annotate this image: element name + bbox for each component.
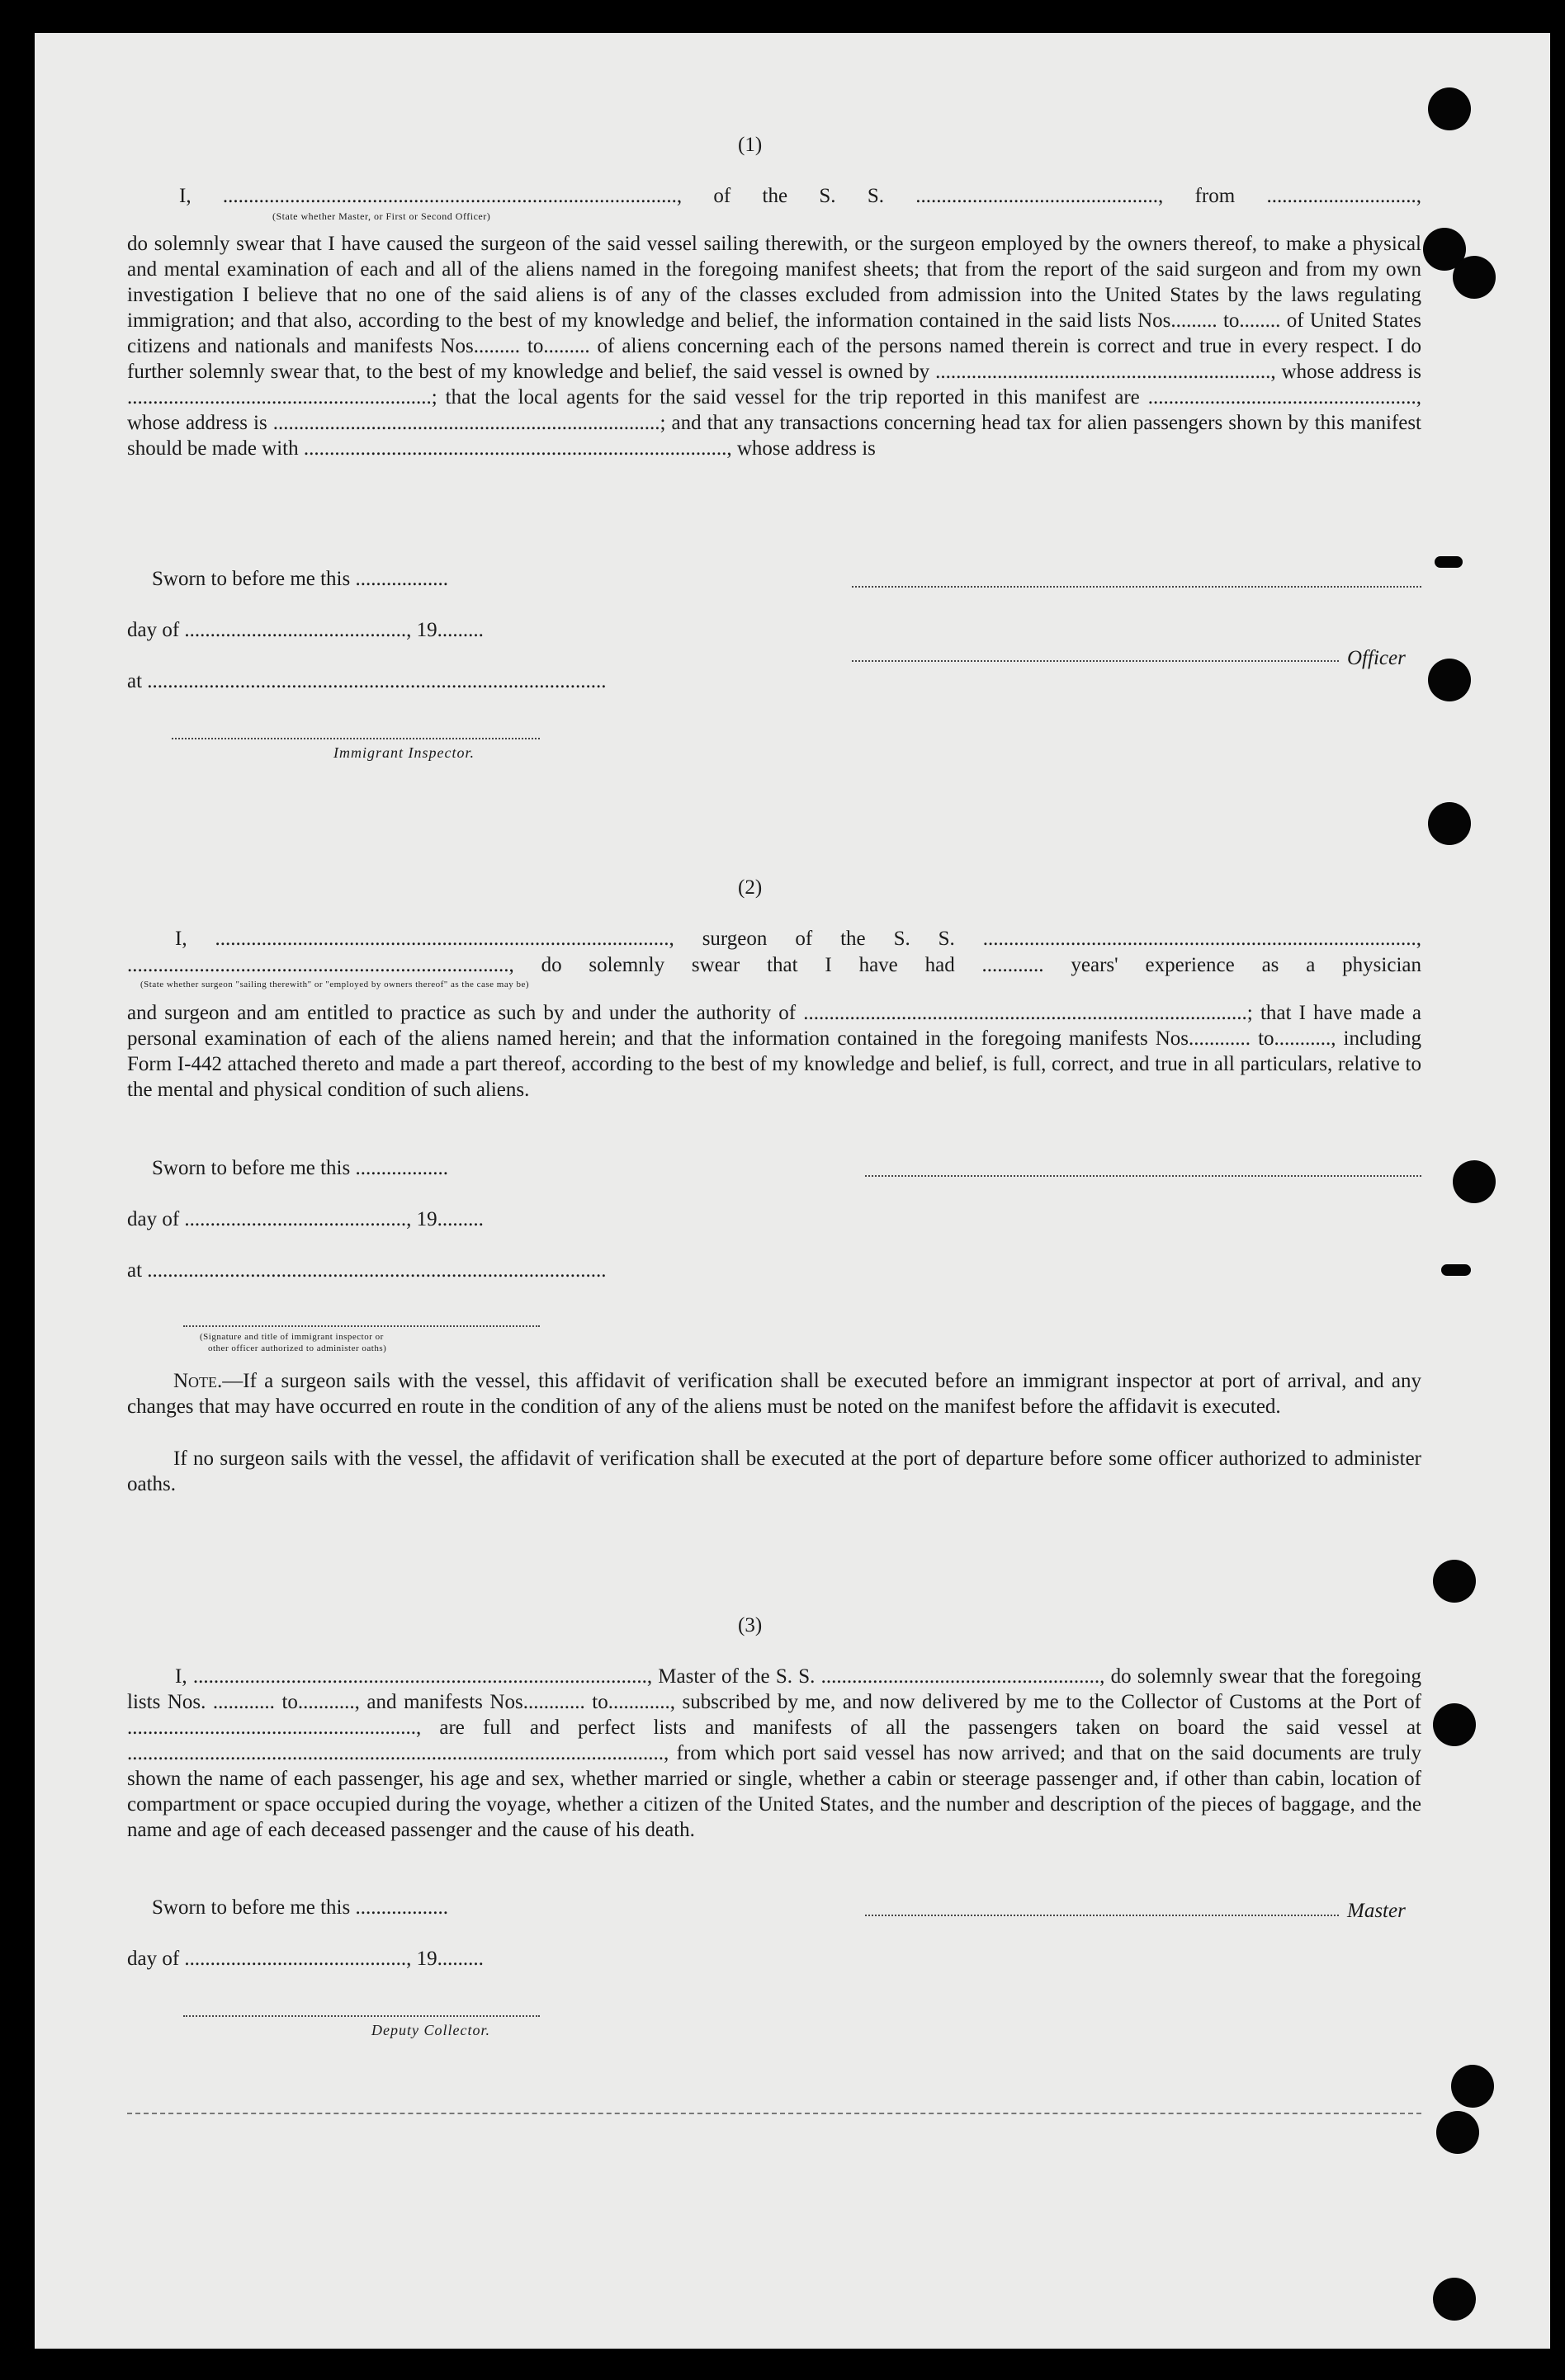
section-2-at-line: at ......................................................................................... xyxy=(127,1259,607,1282)
section-3-collector-label: Deputy Collector. xyxy=(371,2022,490,2038)
punch-hole xyxy=(1453,256,1496,299)
punch-hole xyxy=(1451,2065,1494,2108)
section-2-oath-text: and surgeon and am entitled to practice as such by and under the authority of ......................................................................................; that I have made a personal examination of each of the aliens named herein; and that the information contained in the foregoing manifests Nos............ to..........., including Form I-442 attached thereto and made a part thereof, according to the best of my knowledge and belief, is full, correct, and true in all particulars, relative to the mental and physical condition of such aliens. xyxy=(127,1002,1421,1101)
note-text: —If a surgeon sails with the vessel, this affidavit of verification shall be executed before an immigrant inspector at port of arrival, and any changes that may have occurred en route in the condition of any of the aliens must be noted on the manifest before the affidavit is executed. xyxy=(127,1370,1421,1418)
punch-hole xyxy=(1453,1160,1496,1203)
section-2-note-2: If no surgeon sails with the vessel, the affidavit of verification shall be executed at the port of departure before some officer authorized to administer oaths. xyxy=(127,1447,1421,1495)
section-1-sworn-line: Sworn to before me this .................. xyxy=(152,568,448,590)
section-3-collector-line xyxy=(183,2015,540,2017)
section-2-surgeon-note: (State whether surgeon "sailing therewith" or "employed by owners thereof" as the case may be) xyxy=(140,980,530,989)
section-2-day-line: day of ..........................................., 19......... xyxy=(127,1208,484,1230)
punch-hole xyxy=(1433,2278,1476,2321)
section-1-day-line: day of ..........................................., 19......... xyxy=(127,619,484,641)
section-1-inspector-line xyxy=(172,738,540,739)
punch-hole xyxy=(1436,2111,1479,2154)
punch-hole xyxy=(1428,802,1471,845)
section-3-master-label: Master xyxy=(1347,1900,1406,1922)
section-3-sworn-line: Sworn to before me this .................. xyxy=(152,1896,448,1919)
punch-hole xyxy=(1433,1703,1476,1746)
section-2-signature-caption-1: (Signature and title of immigrant inspector or xyxy=(200,1332,384,1342)
section-1-at-line: at ......................................................................................... xyxy=(127,670,607,692)
section-3-master-line xyxy=(865,1915,1339,1916)
section-2-number: (2) xyxy=(738,876,763,899)
section-1-signature-line xyxy=(852,586,1421,588)
section-1-number: (1) xyxy=(738,134,763,156)
section-2-signature-caption-2: other officer authorized to administer oaths) xyxy=(208,1343,387,1353)
section-1-inspector-label: Immigrant Inspector. xyxy=(333,744,475,761)
section-2-signature-line xyxy=(865,1175,1421,1177)
section-1-oath-text: do solemnly swear that I have caused the surgeon of the said vessel sailing therewith, or the surgeon employed by the owners thereof, to make a physical and mental examination of each and all of the aliens named in the foregoing manifest sheets; that from the report of the said surgeon and from my own investigation I believe that no one of the said aliens is of any of the classes excluded from admission into the United States by the laws regulating immigration; and that also, according to the best of my knowledge and belief, the information contained in the said lists Nos......... to........ of United States citizens and nationals and manifests Nos......... to......... of aliens concerning each of the persons named therein is correct and true in every respect. I do further solemnly swear that, to the best of my knowledge and belief, the said vessel is owned by ................................................................., whose address is ...........................................................; that the local agents for the said vessel for the trip reported in this manifest are ...................................................., whose address is ...........................................................................; and that any transactions concerning head tax for alien passengers shown by this manifest should be made with .................................................................................., whose address is xyxy=(127,233,1421,460)
punch-hole xyxy=(1428,87,1471,130)
section-2-note xyxy=(127,1368,1421,1419)
section-1-officer-label: Officer xyxy=(1347,647,1406,669)
section-1-officer-line xyxy=(852,660,1339,662)
section-2-sworn-line: Sworn to before me this .................. xyxy=(152,1157,448,1179)
section-2-second-line: .........................................................................., do solemnly swear that I have had ............ years' experience as a physician xyxy=(127,954,1421,976)
section-2-first-line: I, ........................................................................................, surgeon of the S. S. ...................................................................................., xyxy=(175,928,1421,950)
section-1-first-line: I, ........................................................................................, of the S. S. ..............................................., from ............................., xyxy=(179,185,1421,207)
section-1-officer-note: (State whether Master, or First or Second Officer) xyxy=(272,210,491,222)
punch-slot xyxy=(1441,1264,1471,1276)
punch-hole xyxy=(1428,659,1471,701)
document-page xyxy=(35,33,1550,2349)
section-3-number: (3) xyxy=(738,1614,763,1636)
bottom-divider xyxy=(127,2113,1421,2114)
note-heading: Note. xyxy=(173,1370,223,1392)
section-3-oath-text: I, ........................................................................................, Master of the S. S. ......................................................, do solemnly swear that the foregoing lists Nos. ............ to..........., and manifests Nos............ to............, subscribed by me, and now delivered by me to the Collector of Customs at the Port of ........................................................, are full and perfect lists and manifests of all the passengers taken on board the said vessel at ........................................................................................................, from which port said vessel has now arrived; and that on the said documents are truly shown the name of each passenger, his age and sex, whether married or single, whether a cabin or steerage passenger and, if other than cabin, location of compartment or space occupied during the voyage, whether a citizen of the United States, and the number and description of the pieces of baggage, and the name and age of each deceased passenger and the cause of his death. xyxy=(127,1665,1421,1841)
section-3-day-line: day of ..........................................., 19......... xyxy=(127,1948,484,1970)
punch-hole xyxy=(1433,1560,1476,1603)
punch-slot xyxy=(1435,556,1463,568)
section-2-inspector-line xyxy=(183,1325,540,1327)
